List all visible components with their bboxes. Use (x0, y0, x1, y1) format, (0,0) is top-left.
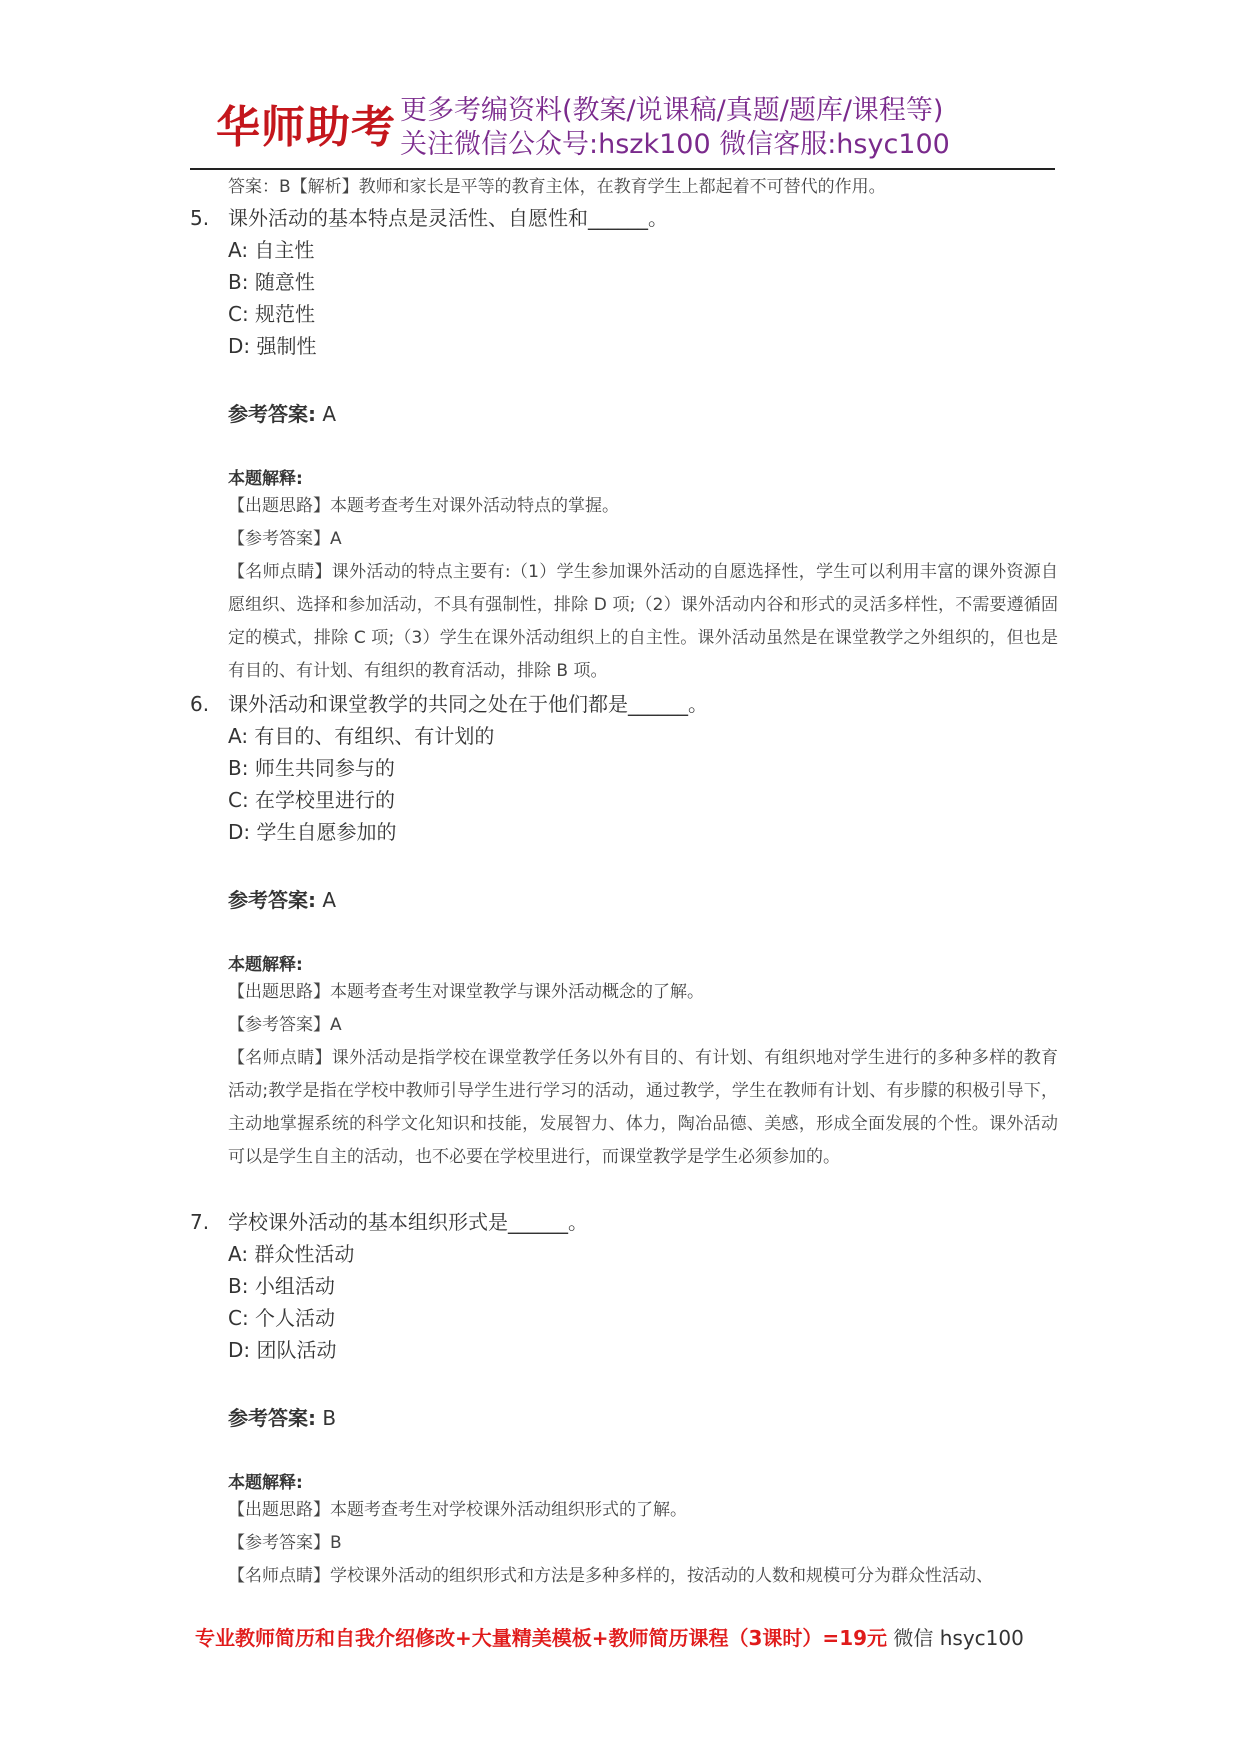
reference-answer-value: B (316, 1406, 337, 1430)
footer-promo: 专业教师简历和自我介绍修改+大量精美模板+教师简历课程（3课时）=19元 (195, 1626, 888, 1650)
logo: 华师助考 (216, 102, 396, 153)
question-number: 5. (190, 206, 210, 230)
reference-answer-label: 参考答案: (228, 888, 316, 912)
question-stem (190, 688, 708, 717)
reference-answer (228, 398, 336, 427)
option-d: D: 学生自愿参加的 (228, 820, 397, 844)
option-d: D: 强制性 (228, 334, 317, 358)
slogan (400, 94, 950, 162)
slogan-line-2: 关注微信公众号:hszk100 微信客服:hsyc100 (400, 129, 950, 160)
option-d: D: 团队活动 (228, 1338, 337, 1362)
explanation-answer: 【参考答案】A (228, 529, 342, 549)
explanation-answer: 【参考答案】B (228, 1533, 342, 1553)
explanation-idea: 【出题思路】本题考查考生对学校课外活动组织形式的了解。 (228, 1500, 687, 1520)
explanation-teacher: 【名师点睛】学校课外活动的组织形式和方法是多种多样的，按活动的人数和规模可分为群众性活动、 (228, 1566, 993, 1586)
previous-answer: 答案：B【解析】教师和家长是平等的教育主体，在教育学生上都起着不可替代的作用。 (228, 177, 886, 197)
option-c: C: 个人活动 (228, 1306, 336, 1330)
explanation-teacher: 【名师点睛】课外活动是指学校在课堂教学任务以外有目的、有计划、有组织地对学生进行的多种多样的教育活动;教学是指在学校中教师引导学生进行学习的活动，通过教学，学生在教师有计划、有步朦的积极引导下，主动地掌握系统的科学文化知识和技能，发展智力、体力，陶冶品德、美感，形成全面发展的个性。课外活动可以是学生自主的活动，也不必要在学校里进行，而课堂教学是学生必须参加的。 (228, 1048, 1058, 1167)
option-c: C: 规范性 (228, 302, 316, 326)
reference-answer-label: 参考答案: (228, 402, 316, 426)
explanation-title: 本题解释: (228, 1473, 303, 1493)
reference-answer-value: A (316, 402, 337, 426)
question-number: 7. (190, 1210, 210, 1234)
explanation-teacher: 【名师点睛】课外活动的特点主要有:（1）学生参加课外活动的自愿选择性，学生可以利用丰富的课外资源自愿组织、选择和参加活动，不具有强制性，排除 D 项;（2）课外活动内谷和形式的灵活多样性，不需要遵循固定的模式，排除 C 项;（3）学生在课外活动组织上的自主性。课外活动虽然是在课堂教学之外组织的，但也是有目的、有计划、有组织的教育活动，排除 B 项。 (228, 562, 1058, 681)
reference-answer-label: 参考答案: (228, 1406, 316, 1430)
question-text: 课外活动的基本特点是灵活性、自愿性和______。 (228, 206, 668, 230)
header-banner (212, 92, 1072, 164)
reference-answer-value: A (316, 888, 337, 912)
explanation-title: 本题解释: (228, 955, 303, 975)
option-b: B: 随意性 (228, 270, 315, 294)
question-text: 课外活动和课堂教学的共同之处在于他们都是______。 (228, 692, 708, 716)
header-divider (190, 168, 1055, 170)
question-stem (190, 202, 668, 231)
explanation-title: 本题解释: (228, 469, 303, 489)
option-c: C: 在学校里进行的 (228, 788, 396, 812)
option-b: B: 小组活动 (228, 1274, 335, 1298)
explanation-answer: 【参考答案】A (228, 1015, 342, 1035)
question-text: 学校课外活动的基本组织形式是______。 (228, 1210, 588, 1234)
reference-answer (228, 1402, 336, 1431)
footer-advert (195, 1622, 1024, 1651)
explanation-idea: 【出题思路】本题考查考生对课堂教学与课外活动概念的了解。 (228, 982, 704, 1002)
slogan-line-1: 更多考编资料(教案/说课稿/真题/题库/课程等) (400, 95, 944, 126)
reference-answer (228, 884, 336, 913)
option-b: B: 师生共同参与的 (228, 756, 395, 780)
option-a: A: 有目的、有组织、有计划的 (228, 724, 495, 748)
footer-wechat: 微信 hsyc100 (887, 1626, 1024, 1650)
option-a: A: 群众性活动 (228, 1242, 355, 1266)
option-a: A: 自主性 (228, 238, 315, 262)
question-number: 6. (190, 692, 210, 716)
question-stem (190, 1206, 588, 1235)
explanation-idea: 【出题思路】本题考查考生对课外活动特点的掌握。 (228, 496, 619, 516)
